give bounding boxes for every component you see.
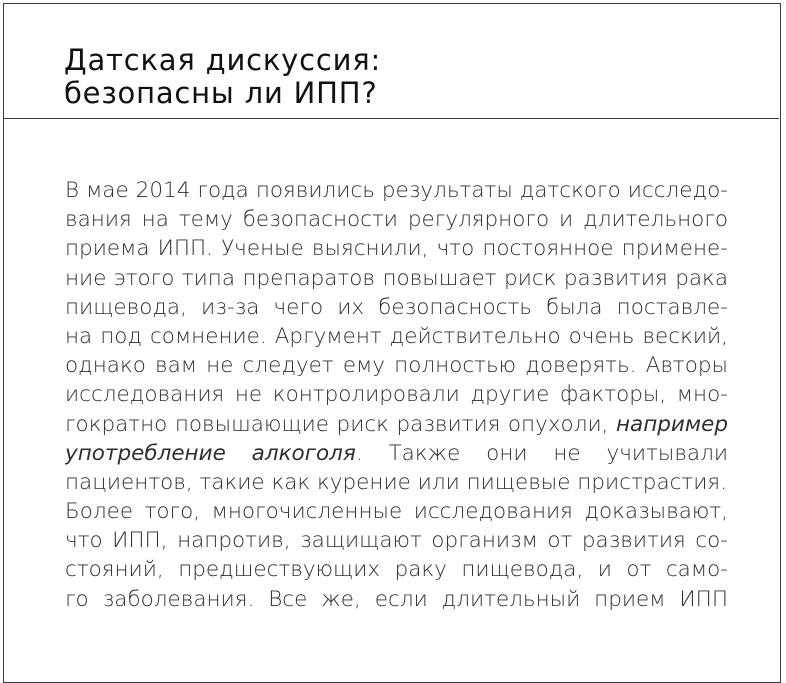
line-text: исследования не контролировали другие факторы, мно- [65, 382, 728, 408]
paragraph-line [65, 351, 728, 380]
paragraph-line [65, 555, 728, 584]
paragraph-line [65, 380, 728, 409]
title-line-2: безопасны ли ИПП? [64, 76, 378, 110]
box-title [64, 44, 381, 110]
paragraph-line [65, 264, 728, 293]
line-text: пищевода, из-за чего их безопасность была поставле- [65, 294, 728, 320]
line-text: пациентов, такие как курение или пищевые пристрастия. [65, 469, 727, 495]
paragraph-line [65, 585, 728, 614]
paragraph-line [65, 205, 728, 234]
paragraph-line [65, 322, 728, 351]
paragraph-line [65, 526, 728, 555]
body-text [65, 176, 728, 614]
line-text: стояний, предшествующих раку пищевода, и от само- [65, 557, 728, 583]
box-header [4, 4, 779, 119]
line-text: приема ИПП. Ученые выяснили, что постоянное примене- [65, 236, 728, 262]
line-text: ние этого типа препаратов повышает риск развития рака [65, 265, 728, 291]
paragraph-line [65, 468, 728, 497]
paragraph-line [65, 410, 728, 439]
line-text: вания на тему безопасности регулярного и длительного [65, 207, 728, 233]
line-text: Более того, многочисленные исследования доказывают, [65, 499, 728, 525]
paragraph-line [65, 439, 728, 468]
line-text: . Также они не учитывали [355, 440, 728, 466]
line-text: на под сомнение. Аргумент действительно очень веский, [65, 323, 728, 349]
line-text: однако вам не следует ему полностью доверять. Авторы [65, 353, 728, 379]
emphasis-text: например [615, 411, 728, 437]
emphasis-text: употребление алкоголя [65, 440, 356, 466]
paragraph-line [65, 234, 728, 263]
line-text: го заболевания. Все же, если длительный прием ИПП [65, 586, 728, 612]
line-text: гократно повышающие риск развития опухоли, [65, 411, 616, 437]
paragraph-line [65, 176, 728, 205]
paragraph-line [65, 293, 728, 322]
sidebar-box [3, 3, 781, 683]
title-line-1: Датская дискуссия: [64, 43, 382, 77]
line-text: что ИПП, напротив, защищают организм от развития со- [65, 528, 728, 554]
paragraph-line [65, 497, 728, 526]
line-text: В мае 2014 года появились результаты датского исследо- [65, 178, 728, 203]
